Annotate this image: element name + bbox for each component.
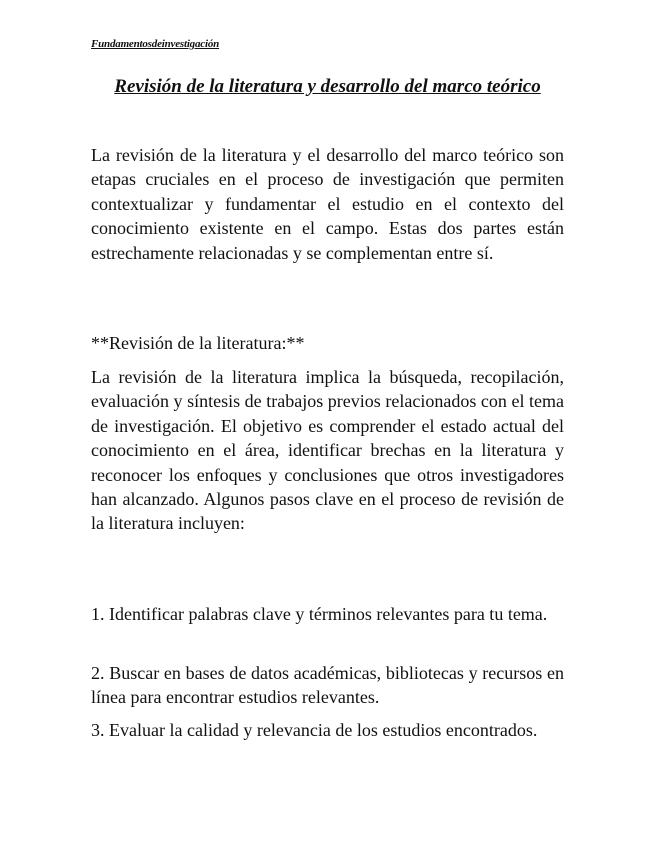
literature-paragraph: La revisión de la literatura implica la búsqueda, recopilación, evaluación y síntesis de trabajos previos relacionados con el tema de investigación. El objetivo es comprender el estado actual del conocimiento en el área, identificar brechas en la literatura y reconocer los enfoques y conclusiones que otros investigadores han alcanzado. Algunos pasos clave en el proceso de revisión de la literatura incluyen: xyxy=(91,367,564,534)
intro-paragraph: La revisión de la literatura y el desarrollo del marco teórico son etapas cruciales en el proceso de investigación que permiten contextualizar y fundamentar el estudio en el contexto del conocimiento existente en el campo. Estas dos partes están estrechamente relacionadas y se complementan entre sí. xyxy=(91,145,564,263)
list-item: 2. Buscar en bases de datos académicas, bibliotecas y recursos en línea para encontrar estudios relevantes. xyxy=(91,663,564,708)
document-title: Revisión de la literatura y desarrollo del marco teórico xyxy=(114,76,541,97)
list-item: 1. Identificar palabras clave y términos relevantes para tu tema. xyxy=(91,604,548,624)
section-heading: **Revisión de la literatura:** xyxy=(91,333,305,353)
list-item: 3. Evaluar la calidad y relevancia de los estudios encontrados. xyxy=(91,720,538,740)
running-header: Fundamentosdeinvestigación xyxy=(91,38,220,50)
